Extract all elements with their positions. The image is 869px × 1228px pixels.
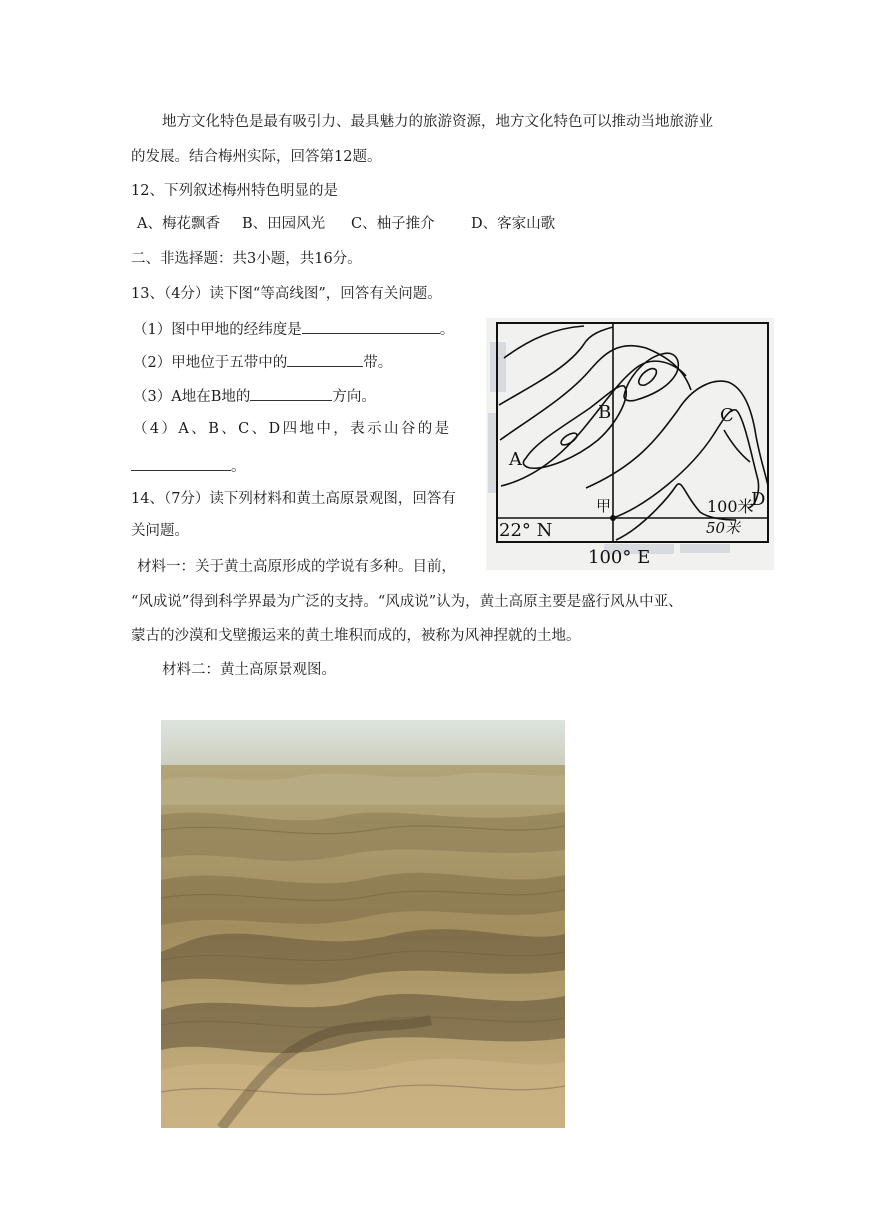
contour-map <box>486 318 774 570</box>
q12-option-d: D、客家山歌 <box>471 216 556 232</box>
q12-option-c: C、柚子推介 <box>351 216 435 232</box>
print-ghost <box>680 544 730 553</box>
q14-stem-line-1: 14、（7分）读下列材料和黄土高原景观图，回答有 <box>131 491 456 507</box>
q13-part-2: （2）甲地位于五带中的 带。 <box>133 351 392 373</box>
latitude-label: 22° N <box>499 520 553 541</box>
answer-blank-4[interactable] <box>131 455 231 471</box>
point-jia-marker <box>610 515 616 521</box>
section-2-heading: 二、非选择题：共3小题，共16分。 <box>131 251 362 267</box>
q12-options <box>137 214 555 234</box>
answer-blank-1[interactable] <box>302 318 440 334</box>
material-1-line-2: “风成说”得到科学界最为广泛的支持。“风成说”认为，黄土高原主要是盛行风从中亚、 <box>131 594 683 610</box>
longitude-label: 100° E <box>588 547 651 568</box>
map-label-a: A <box>509 449 522 470</box>
map-label-b: B <box>598 402 612 423</box>
intro-line-1: 地方文化特色是最有吸引力、最具魅力的旅游资源，地方文化特色可以推动当地旅游业 <box>162 114 713 130</box>
q13-stem: 13、（4分）读下图“等高线图”，回答有关问题。 <box>131 286 442 302</box>
q13-part-4-answer: 。 <box>131 455 246 477</box>
material-2-caption: 材料二：黄土高原景观图。 <box>162 662 336 678</box>
map-label-c: C <box>720 405 734 426</box>
map-label-jia: 甲 <box>596 497 612 515</box>
q13-part-3: （3）A地在B地的 方向。 <box>133 385 376 407</box>
map-label-100m: 100米 <box>707 497 754 516</box>
answer-blank-2[interactable] <box>287 351 363 367</box>
q14-stem-line-2: 关问题。 <box>131 523 189 539</box>
q12-option-b: B、田园风光 <box>242 216 326 232</box>
intro-line-2: 的发展。结合梅州实际，回答第12题。 <box>131 149 382 165</box>
answer-blank-3[interactable] <box>250 385 332 401</box>
map-label-50m: 50米 <box>706 519 741 537</box>
q12-stem: 12、下列叙述梅州特色明显的是 <box>131 183 338 199</box>
q12-option-a: A、梅花飘香 <box>137 216 220 232</box>
q13-part-1: （1）图中甲地的经纬度是 。 <box>133 318 454 340</box>
q13-part-4: （4）A、B、C、D四地中，表示山谷的是 <box>133 421 452 437</box>
landscape-illustration <box>161 720 565 1128</box>
loess-plateau-photo <box>161 720 565 1128</box>
map-label-d: D <box>751 489 766 510</box>
material-1-line-1: 材料一：关于黄土高原形成的学说有多种。目前， <box>137 559 456 575</box>
material-1-line-3: 蒙古的沙漠和戈壁搬运来的黄土堆积而成的，被称为风神捏就的土地。 <box>131 628 581 644</box>
